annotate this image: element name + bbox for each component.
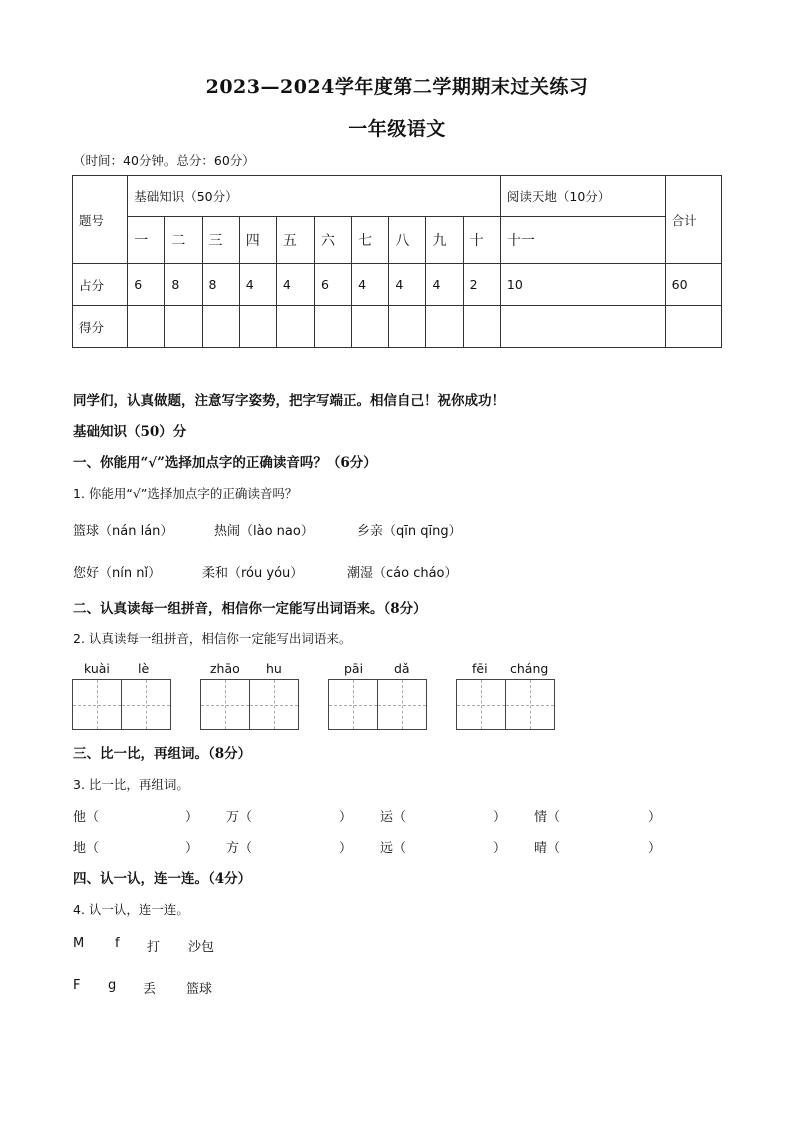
question-number-cell: 四 bbox=[239, 217, 276, 264]
q1-choice[interactable]: 柔和（róu yóu） bbox=[202, 566, 304, 581]
score-input-cell[interactable] bbox=[463, 306, 500, 348]
q1-choice[interactable]: 篮球（nán lán） bbox=[73, 524, 174, 539]
points-cell: 8 bbox=[165, 264, 202, 306]
q3-paren-close: ） bbox=[185, 810, 199, 825]
writing-cell[interactable] bbox=[122, 680, 170, 729]
question-number-cell: 五 bbox=[276, 217, 314, 264]
q1-choice[interactable]: 热闹（lào nao） bbox=[214, 524, 314, 539]
writing-cell[interactable] bbox=[457, 680, 506, 729]
total-label-cell: 合计 bbox=[665, 176, 721, 264]
intro-text: 同学们，认真做题，注意写字姿势，把字写端正。相信自己！祝你成功！ bbox=[73, 393, 505, 409]
q4-item[interactable]: F bbox=[73, 978, 81, 993]
q3-paren-close: ） bbox=[185, 841, 199, 856]
points-label-cell: 占分 bbox=[73, 264, 128, 306]
points-cell: 6 bbox=[128, 264, 165, 306]
score-input-cell[interactable] bbox=[426, 306, 463, 348]
writing-cell[interactable] bbox=[378, 680, 426, 729]
section-reading-cell: 阅读天地（10分） bbox=[500, 176, 665, 217]
q1-prompt: 1. 你能用“√”选择加点字的正确读音吗？ bbox=[73, 486, 298, 501]
q3-heading: 三、比一比，再组词。（8分） bbox=[73, 746, 252, 762]
q1-choice[interactable]: 乡亲（qīn qīng） bbox=[357, 524, 462, 539]
q3-char: 晴（ bbox=[534, 841, 561, 856]
q4-item[interactable]: 篮球 bbox=[186, 982, 213, 997]
pinyin-label: kuài bbox=[84, 661, 110, 676]
score-input-cell[interactable] bbox=[352, 306, 389, 348]
question-number-cell: 十一 bbox=[500, 217, 665, 264]
q4-item[interactable]: M bbox=[73, 936, 85, 951]
q3-char: 情（ bbox=[534, 810, 561, 825]
q1-heading: 一、你能用“√”选择加点字的正确读音吗？（6分） bbox=[73, 455, 377, 471]
score-input-cell[interactable] bbox=[202, 306, 239, 348]
q3-paren-close: ） bbox=[339, 810, 353, 825]
score-input-cell[interactable] bbox=[500, 306, 665, 348]
points-cell: 4 bbox=[352, 264, 389, 306]
q4-heading: 四、认一认，连一连。（4分） bbox=[73, 871, 252, 887]
question-number-cell: 十 bbox=[463, 217, 500, 264]
q3-char: 远（ bbox=[380, 841, 407, 856]
writing-grid[interactable] bbox=[200, 679, 299, 730]
score-input-cell[interactable] bbox=[276, 306, 314, 348]
q3-paren-close: ） bbox=[339, 841, 353, 856]
question-number-cell: 一 bbox=[128, 217, 165, 264]
q4-item[interactable]: g bbox=[108, 978, 117, 993]
q2-heading: 二、认真读每一组拼音，相信你一定能写出词语来。（8分） bbox=[73, 601, 427, 617]
q3-char: 地（ bbox=[73, 841, 100, 856]
writing-cell[interactable] bbox=[329, 680, 378, 729]
section-basic-heading: 基础知识（50）分 bbox=[73, 424, 187, 440]
score-input-cell[interactable] bbox=[239, 306, 276, 348]
q4-item[interactable]: 丢 bbox=[143, 982, 157, 997]
section-basic-cell: 基础知识（50分） bbox=[128, 176, 501, 217]
question-number-cell: 二 bbox=[165, 217, 202, 264]
pinyin-label: dǎ bbox=[394, 661, 410, 676]
q3-paren-close: ） bbox=[493, 841, 507, 856]
writing-cell[interactable] bbox=[506, 680, 554, 729]
writing-grid[interactable] bbox=[328, 679, 427, 730]
pinyin-label: lè bbox=[138, 661, 150, 676]
writing-cell[interactable] bbox=[250, 680, 298, 729]
pinyin-label: pāi bbox=[344, 661, 364, 676]
q4-prompt: 4. 认一认，连一连。 bbox=[73, 902, 189, 917]
pinyin-label: hu bbox=[266, 661, 282, 676]
q1-choice[interactable]: 您好（nín nǐ） bbox=[73, 566, 162, 581]
score-label-cell: 得分 bbox=[73, 306, 128, 348]
q3-char: 运（ bbox=[380, 810, 407, 825]
score-table bbox=[72, 175, 722, 348]
score-input-cell[interactable] bbox=[389, 306, 426, 348]
q3-char: 他（ bbox=[73, 810, 100, 825]
score-input-cell[interactable] bbox=[128, 306, 165, 348]
q4-item[interactable]: 沙包 bbox=[188, 940, 215, 955]
writing-cell[interactable] bbox=[201, 680, 250, 729]
points-cell: 4 bbox=[389, 264, 426, 306]
question-number-cell: 三 bbox=[202, 217, 239, 264]
question-number-cell: 八 bbox=[389, 217, 426, 264]
q4-item[interactable]: f bbox=[115, 936, 120, 951]
points-cell: 8 bbox=[202, 264, 239, 306]
q1-choice[interactable]: 潮湿（cáo cháo） bbox=[347, 566, 458, 581]
score-input-cell[interactable] bbox=[665, 306, 721, 348]
q3-paren-close: ） bbox=[648, 841, 662, 856]
pinyin-label: cháng bbox=[510, 661, 549, 676]
q3-paren-close: ） bbox=[648, 810, 662, 825]
points-cell: 4 bbox=[276, 264, 314, 306]
exam-subtitle: 一年级语文 bbox=[348, 118, 446, 140]
exam-meta: （时间：40分钟。总分：60分） bbox=[73, 153, 255, 168]
writing-grid[interactable] bbox=[456, 679, 555, 730]
pinyin-label: fēi bbox=[472, 661, 488, 676]
exam-title: 2023—2024学年度第二学期期末过关练习 bbox=[205, 76, 589, 98]
points-cell: 4 bbox=[426, 264, 463, 306]
writing-cell[interactable] bbox=[73, 680, 122, 729]
total-points-cell: 60 bbox=[665, 264, 721, 306]
q3-prompt: 3. 比一比，再组词。 bbox=[73, 777, 189, 792]
question-number-cell: 六 bbox=[315, 217, 352, 264]
q3-char: 万（ bbox=[226, 810, 253, 825]
points-cell: 6 bbox=[315, 264, 352, 306]
score-input-cell[interactable] bbox=[315, 306, 352, 348]
q3-paren-close: ） bbox=[493, 810, 507, 825]
points-cell: 10 bbox=[500, 264, 665, 306]
q2-prompt: 2. 认真读每一组拼音，相信你一定能写出词语来。 bbox=[73, 631, 352, 646]
pinyin-label: zhāo bbox=[210, 661, 240, 676]
q3-char: 方（ bbox=[226, 841, 253, 856]
score-input-cell[interactable] bbox=[165, 306, 202, 348]
points-cell: 4 bbox=[239, 264, 276, 306]
points-cell: 2 bbox=[463, 264, 500, 306]
writing-grid[interactable] bbox=[72, 679, 171, 730]
question-number-cell: 七 bbox=[352, 217, 389, 264]
question-number-cell: 九 bbox=[426, 217, 463, 264]
q4-item[interactable]: 打 bbox=[147, 940, 161, 955]
row-header-cell: 题号 bbox=[73, 176, 128, 264]
